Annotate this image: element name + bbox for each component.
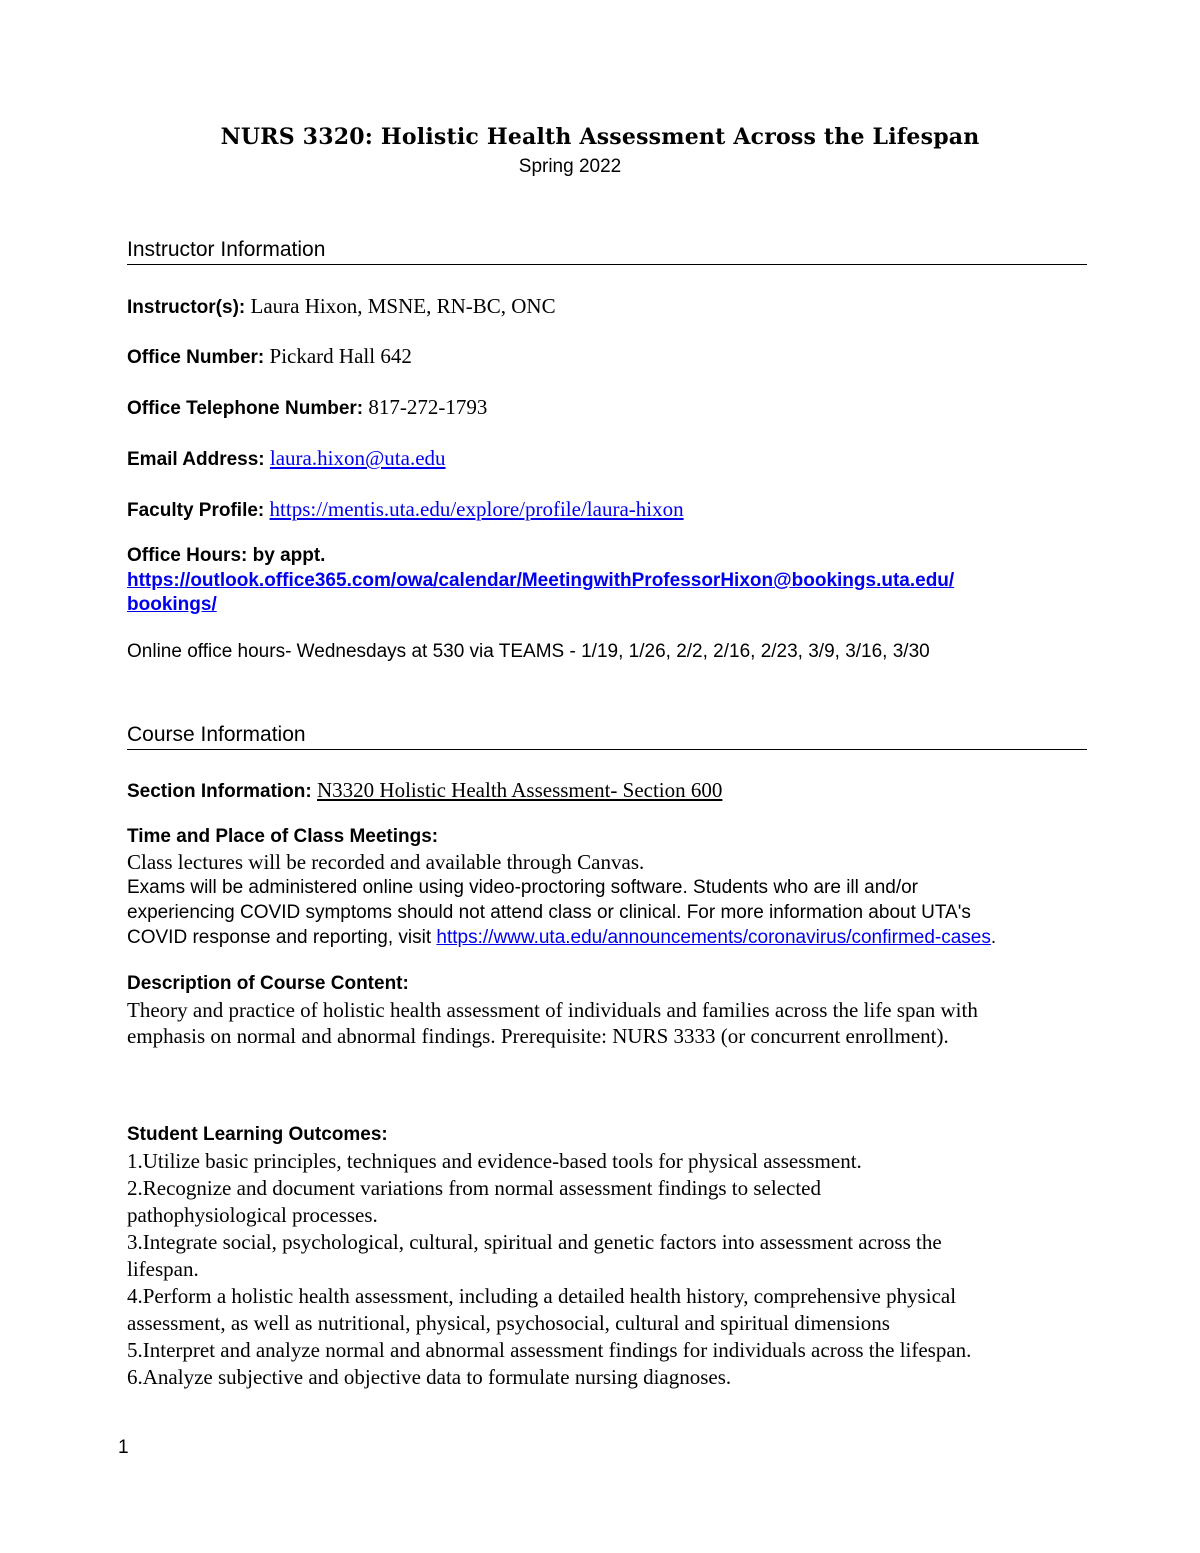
covid-cases-link[interactable]: https://www.uta.edu/announcements/coronavirus/confirmed-cases <box>436 927 991 948</box>
meetings-label: Time and Place of Class Meetings: <box>127 826 439 847</box>
description-text <box>127 997 1097 1049</box>
email-link[interactable]: laura.hixon@uta.edu <box>269 446 446 470</box>
email-row <box>127 446 446 471</box>
booking-link-row-1 <box>127 570 954 592</box>
description-line-1: Theory and practice of holistic health assessment of individuals and families across the life span with <box>127 998 978 1022</box>
section-info-label: Section Information: <box>127 781 312 802</box>
phone-value: 817-272-1793 <box>368 395 488 419</box>
course-title: NURS 3320: Holistic Health Assessment Across the Lifespan <box>220 124 980 150</box>
profile-row <box>127 497 684 522</box>
section-info-row <box>127 778 722 803</box>
outcome-line: 5.Interpret and analyze normal and abnormal assessment findings for individuals across the lifespan. <box>127 1338 972 1362</box>
booking-link-continued[interactable]: bookings/ <box>127 594 217 615</box>
outcome-line: 1.Utilize basic principles, techniques and evidence-based tools for physical assessment. <box>127 1149 862 1173</box>
instructor-section-heading: Instructor Information <box>127 238 1087 265</box>
instructors-value: Laura Hixon, MSNE, RN-BC, ONC <box>250 294 556 318</box>
booking-link[interactable]: https://outlook.office365.com/owa/calendar/MeetingwithProfessorHixon@bookings.uta.edu/ <box>127 570 955 591</box>
page-number: 1 <box>118 1437 129 1458</box>
instructors-label: Instructor(s): <box>127 297 246 318</box>
outcome-line: assessment, as well as nutritional, physical, psychosocial, cultural and spiritual dimensions <box>127 1311 890 1335</box>
outcomes-list <box>127 1148 1087 1391</box>
office-value: Pickard Hall 642 <box>269 344 412 368</box>
office-hours-label: Office Hours: by appt. <box>127 545 326 566</box>
outcome-line: lifespan. <box>127 1257 199 1281</box>
meetings-line-3: experiencing COVID symptoms should not attend class or clinical. For more information about UTA's <box>127 902 971 923</box>
phone-label: Office Telephone Number: <box>127 398 364 419</box>
course-term: Spring 2022 <box>518 156 622 177</box>
meetings-line-4-suffix: . <box>990 927 997 948</box>
booking-link-row-2 <box>127 594 217 616</box>
outcome-line: 6.Analyze subjective and objective data to formulate nursing diagnoses. <box>127 1365 732 1389</box>
office-row <box>127 344 412 369</box>
meetings-line-1: Class lectures will be recorded and available through Canvas. <box>127 850 645 874</box>
meetings-line-4-prefix: COVID response and reporting, visit <box>127 927 437 948</box>
faculty-profile-link[interactable]: https://mentis.uta.edu/explore/profile/laura-hixon <box>269 497 684 521</box>
outcome-line: pathophysiological processes. <box>127 1203 378 1227</box>
email-label: Email Address: <box>127 449 265 470</box>
meetings-line-2: Exams will be administered online using video-proctoring software. Students who are ill and/or <box>127 877 919 898</box>
profile-label: Faculty Profile: <box>127 500 265 521</box>
outcome-line: 4.Perform a holistic health assessment, including a detailed health history, comprehensive physical <box>127 1284 957 1308</box>
course-section-heading: Course Information <box>127 723 1087 750</box>
outcome-line: 3.Integrate social, psychological, cultural, spiritual and genetic factors into assessment across the <box>127 1230 942 1254</box>
meetings-text <box>127 850 1087 950</box>
description-label: Description of Course Content: <box>127 973 409 994</box>
online-office-hours: Online office hours- Wednesdays at 530 via TEAMS - 1/19, 1/26, 2/2, 2/16, 2/23, 3/9, 3/16, 3/30 <box>127 641 930 662</box>
outcomes-label: Student Learning Outcomes: <box>127 1124 388 1145</box>
phone-row <box>127 395 487 420</box>
section-info-value: N3320 Holistic Health Assessment- Section 600 <box>317 778 723 802</box>
outcome-line: 2.Recognize and document variations from normal assessment findings to selected <box>127 1176 821 1200</box>
instructors-row <box>127 294 556 319</box>
meetings-line-4 <box>127 925 1087 950</box>
description-line-2: emphasis on normal and abnormal findings. Prerequisite: NURS 3333 (or concurrent enrollment). <box>127 1024 949 1048</box>
office-label: Office Number: <box>127 347 265 368</box>
